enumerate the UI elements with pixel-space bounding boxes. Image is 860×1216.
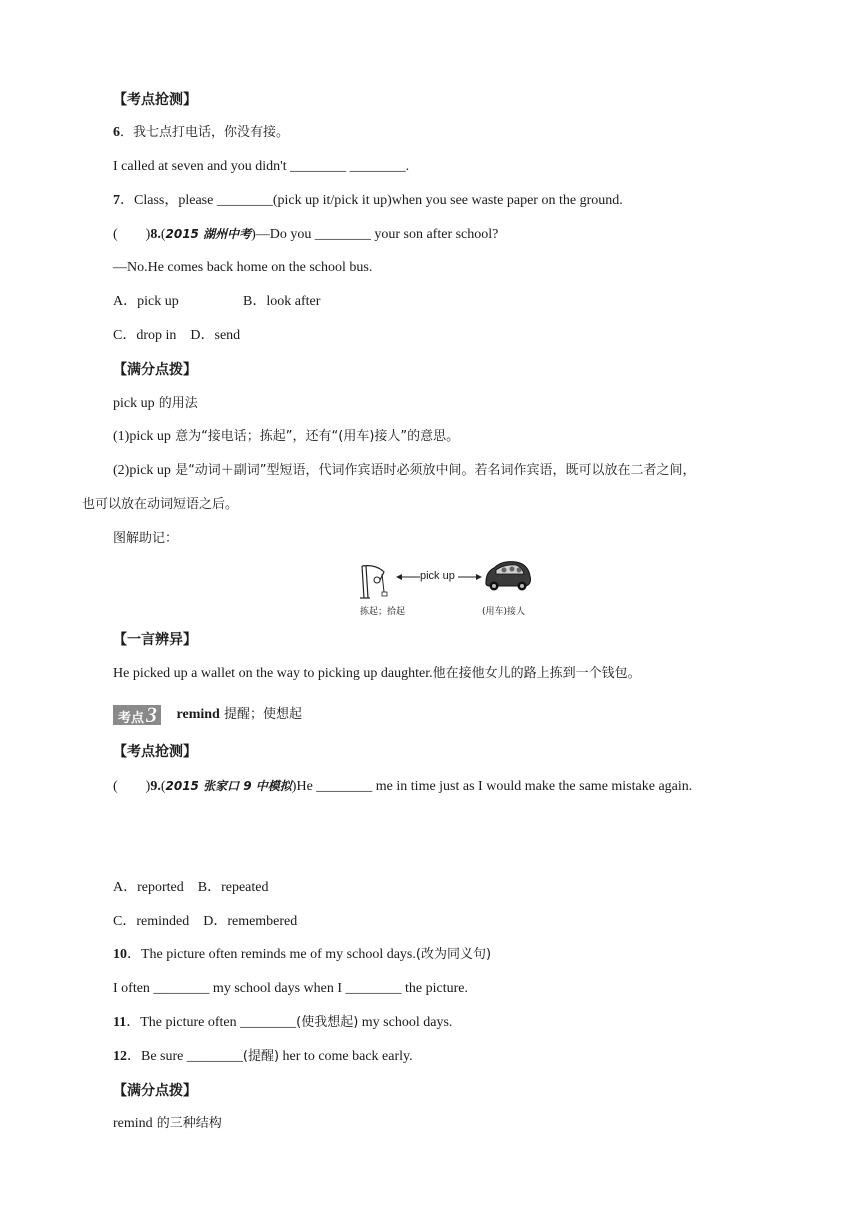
question-text: ．The picture often reminds me of my school days. (127, 947, 416, 962)
section-title-test-2: 【考点抢测】 (113, 744, 197, 760)
question-source: 2015 湖州中考 (165, 227, 252, 241)
question-note: (改为同义句) (415, 947, 492, 962)
question-number: 9. (150, 779, 161, 794)
question-number: 7 (113, 193, 120, 208)
question-9-options-ab: A．reported B．repeated (113, 880, 269, 895)
question-8-options-cd: C．drop in D．send (113, 328, 241, 343)
question-6-english: I called at seven and you didn't ________ ________. (113, 159, 410, 174)
key-point-word: remind (176, 707, 220, 722)
distinguish-en: He picked up a wallet on the way to picking up daughter. (113, 666, 433, 681)
arrow-right-icon (458, 572, 482, 582)
source-open: ( (160, 779, 166, 794)
illustration-phrase: pick up (420, 570, 455, 582)
question-8 (113, 225, 498, 244)
question-number: 11 (113, 1015, 127, 1030)
answer-paren: ( ) (113, 227, 151, 242)
tip-2-heading-cn: 的三种结构 (152, 1116, 222, 1131)
tip-2-heading-en: remind (113, 1116, 153, 1131)
question-text: He ________ me in time just as I would make the same mistake again. (296, 779, 693, 794)
section-title-test-1: 【考点抢测】 (113, 92, 197, 108)
person-picking-up-icon (356, 560, 396, 602)
question-source: 2015 张家口 9 中模拟 (165, 779, 292, 793)
tip-point-1-en: (1)pick up (113, 429, 171, 444)
section-title-distinguish: 【一言辨异】 (113, 632, 197, 648)
key-point-badge-number: 3 (146, 701, 158, 727)
source-close: ) (291, 779, 297, 794)
question-text-pre: ．Be sure ________ (127, 1049, 243, 1064)
question-9 (113, 777, 692, 796)
question-8-options-ab (113, 293, 320, 311)
tip-point-2 (113, 462, 696, 480)
tip-heading-en: pick up (113, 396, 155, 411)
answer-paren: ( ) (113, 779, 151, 794)
question-number: 8. (150, 227, 161, 242)
tip-heading-cn: 的用法 (154, 396, 198, 411)
question-text: —Do you ________ your son after school? (255, 227, 499, 242)
question-8-reply: —No.He comes back home on the school bus. (113, 260, 373, 275)
illustration-left-caption: 拣起；拾起 (360, 607, 406, 617)
key-point-meaning: 提醒；使想起 (219, 707, 302, 722)
question-number: 6 (113, 125, 120, 140)
key-point-badge-label: 考点 (118, 710, 145, 726)
key-point-3-heading (113, 701, 302, 727)
option-b: B．look after (243, 294, 321, 309)
question-text: ．Class，please ________(pick up it/pick it up)when you see waste paper on the ground. (120, 193, 623, 208)
source-open: ( (160, 227, 166, 242)
pick-up-illustration (356, 558, 536, 620)
distinguish-sentence (113, 665, 641, 683)
question-9-options-cd: C．reminded D．remembered (113, 914, 298, 929)
arrow-left-icon (396, 572, 420, 582)
question-10 (113, 946, 491, 964)
key-point-badge (113, 701, 161, 727)
tip-point-2-continued: 也可以放在动词短语之后。 (82, 497, 239, 512)
question-text-cn: ．我七点打电话，你没有接。 (120, 125, 290, 140)
tip-point-1 (113, 428, 459, 446)
car-icon (482, 558, 534, 592)
question-12 (113, 1048, 413, 1066)
question-10-line2: I often ________ my school days when I ________ the picture. (113, 981, 468, 996)
question-text-pre: ．The picture often ________ (126, 1015, 297, 1030)
question-6 (113, 124, 289, 142)
question-number: 12 (113, 1049, 127, 1064)
question-text-post: my school days. (358, 1015, 453, 1030)
section-title-tip-2: 【满分点拨】 (113, 1083, 197, 1099)
source-close: ) (251, 227, 256, 242)
question-hint: (使我想起) (296, 1015, 359, 1030)
option-a: A．pick up (113, 294, 179, 309)
illustration-right-caption: (用车)接人 (482, 607, 526, 617)
question-11 (113, 1014, 452, 1032)
question-7 (113, 192, 623, 210)
tip-heading (113, 395, 198, 413)
tip-point-1-cn: 意为“接电话；拣起”，还有“(用车)接人”的意思。 (170, 429, 460, 444)
question-text-post: her to come back early. (279, 1049, 413, 1064)
question-hint: (提醒) (242, 1049, 280, 1064)
tip-point-2-en: (2)pick up (113, 463, 171, 478)
tip-point-2-cn: 是“动词＋副词”型短语，代词作宾语时必须放中间。若名词作宾语，既可以放在二者之间， (170, 463, 696, 478)
distinguish-cn: 他在接他女儿的路上拣到一个钱包。 (432, 666, 641, 681)
illustration-title: 图解助记： (113, 531, 179, 546)
question-number: 10 (113, 947, 127, 962)
section-title-tip-1: 【满分点拨】 (113, 362, 197, 378)
tip-2-heading (113, 1115, 222, 1133)
